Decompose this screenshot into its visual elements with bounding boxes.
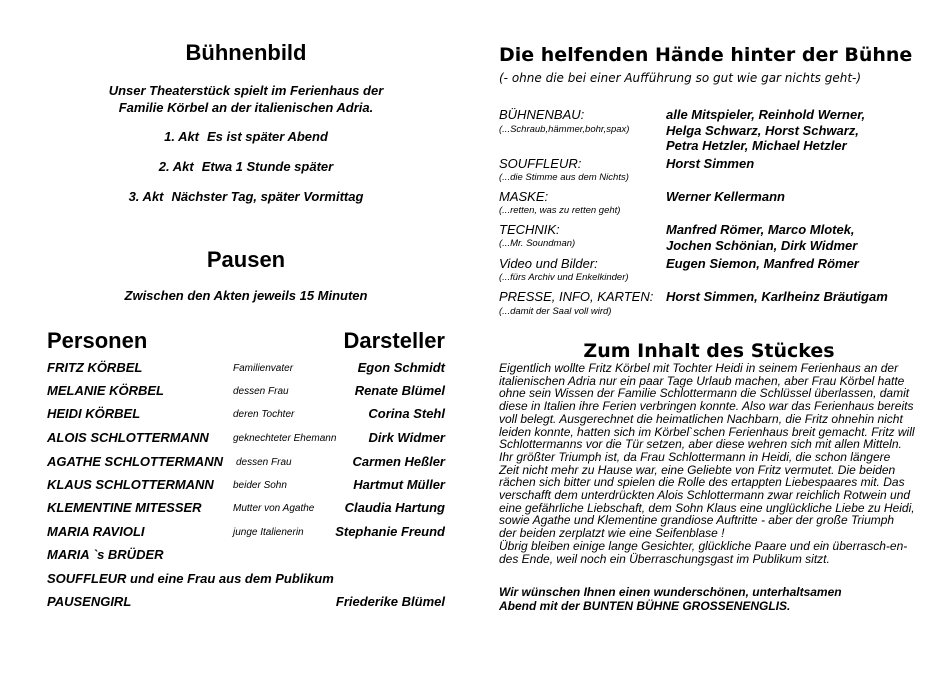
cast-role: MELANIE KÖRBEL [47,383,164,398]
breaks-text: Zwischen den Akten jeweils 15 Minuten [124,288,368,303]
crew-person-line: Petra Hetzler, Michael Hetzler [666,138,847,153]
crew-person-line: Horst Simmen [666,156,755,171]
content-line: voll belegt. Ausgerechnet die heimatlichen Nachbarn, die Fritz ohnehin nicht [499,411,903,426]
content-line: Zeit nicht mehr zu Hause war, eine Geliebte von Fritz vermutet. Die beiden [499,462,896,477]
cast-desc: deren Tochter [233,409,295,420]
cast-actor: Stephanie Freund [335,524,445,539]
crew-person-line: Manfred Römer, Marco Mlotek, [666,222,855,237]
content-line: Ihr größter Triumph ist, da Frau Schlottermann in Heidi, die schon längere [499,449,891,464]
crew-people [666,107,865,154]
act-text: Etwa 1 Stunde später [201,159,334,174]
content-line: rächen sich bitter und spielen die Rolle des ertappten Liebespaares mit. Das [499,475,905,490]
content-line: Übrig bleiben einige lange Gesichter, glückliche Paare und ein überrasch-en- [499,538,908,553]
cast-row [47,571,445,589]
cast-desc: dessen Frau [236,457,292,468]
content-line: sowie Agathe und Klementine grandiose Auftritte - aber der große Triumph [499,513,895,528]
cast-desc: beider Sohn [233,480,287,491]
cast-actor: Friederike Blümel [335,594,445,609]
content-title: Zum Inhalt des Stückes [583,340,835,362]
crew-note: (...die Stimme aus dem Nichts) [499,172,629,183]
cast-role: KLEMENTINE MITESSER [47,500,202,515]
crew-people [666,156,754,172]
crew-person-line: Jochen Schönian, Dirk Widmer [666,237,858,253]
cast-row [47,594,445,612]
cast-role: MARIA RAVIOLI [47,524,145,539]
crew-category: BÜHNENBAU: [499,107,585,122]
cast-desc: dessen Frau [233,386,289,397]
breaks-title: Pausen [206,247,286,272]
cast-role: SOUFFLEUR und eine Frau aus dem Publikum [47,571,334,586]
cast-row [47,477,445,495]
cast-row [47,524,445,542]
stage-title: Bühnenbild [185,40,307,65]
content-line: italienischen Adria nur ein paar Tage Urlaub machen, aber Frau Körbel hatte [499,373,905,388]
content-line: verschafft dem unterdrückten Alois Schlottermann zwar reichlich Rotwein und [499,488,911,503]
crew-category: PRESSE, INFO, KARTEN: [499,289,654,304]
cast-desc: Mutter von Agathe [233,503,315,514]
content-line: Eigentlich wollte Fritz Körbel mit Tochter Heidi in seinem Ferienhaus an der [499,361,899,375]
cast-row [47,360,445,378]
left-page [47,0,445,673]
act-label: 1. Akt [164,129,200,144]
closing-text [499,585,919,613]
act-label: 2. Akt [158,159,194,174]
cast-role: HEIDI KÖRBEL [47,406,141,421]
crew-note: (...damit der Saal voll wird) [499,306,612,317]
crew-person-line: Werner Kellermann [666,189,785,204]
crew-note: (...Schraub,hämmer,bohr,spax) [499,124,630,135]
crew-category: SOUFFLEUR: [499,156,582,171]
crew-note: (...Mr. Soundman) [499,238,576,249]
cast-role: AGATHE SCHLOTTERMANN [47,454,223,469]
content-line: ohne sein Wissen der Familie Schlottermann die Schlüssel überlassen, damit [499,386,910,401]
crew-person-line: alle Mitspieler, Reinhold Werner, [666,107,866,122]
crew-note: (...retten, was zu retten geht) [499,205,621,216]
act-3 [47,189,445,204]
content-line: des Ende, weil noch ein Überraschungsgast im Publikum sitzt. [499,551,830,566]
cast-header [47,328,445,354]
cast-role: KLAUS SCHLOTTERMANN [47,477,214,492]
cast-actor: Renate Blümel [354,383,445,398]
crew-people [666,256,859,272]
cast-role: MARIA `s BRÜDER [47,547,164,562]
cast-actor: Carmen Heßler [352,454,445,469]
stage-intro-line: Familie Körbel an der italienischen Adria. [118,100,374,115]
crew-category: TECHNIK: [499,222,560,237]
cast-desc: geknechteter Ehemann [233,433,337,444]
stage-intro [47,82,445,116]
cast-actor: Dirk Widmer [368,430,445,445]
cast-row [47,383,445,401]
helpers-subtitle: (- ohne die bei einer Aufführung so gut wie gar nichts geht-) [499,71,862,85]
content-line: der beiden zerplatzt wie eine Seifenblase ! [499,526,725,541]
cast-header-roles: Personen [47,328,148,353]
helpers-title: Die helfenden Hände hinter der Bühne [499,44,913,66]
crew-category: Video und Bilder: [499,256,598,271]
cast-actor: Hartmut Müller [353,477,445,492]
act-text: Nächster Tag, später Vormittag [171,189,364,204]
cast-row [47,430,445,448]
content-line: eine gefährliche Liebschaft, dem Sohn Klaus eine unglückliche Liebe zu Heidi, [499,500,915,515]
cast-role: PAUSENGIRL [47,594,132,609]
cast-desc: Familienvater [233,363,294,374]
crew-people [666,289,888,305]
act-label: 3. Akt [128,189,164,204]
content-line: leiden konnte, hatten sich im Körbel`schen Ferienhaus breit gemacht. Fritz will [499,424,915,439]
cast-actor: Claudia Hartung [344,500,445,515]
closing-line: Wir wünschen Ihnen einen wunderschönen, unterhaltsamen [499,585,842,599]
cast-actor: Egon Schmidt [357,360,445,375]
act-text: Es ist später Abend [207,129,328,144]
stage-intro-line: Unser Theaterstück spielt im Ferienhaus der [108,83,384,98]
cast-row [47,500,445,518]
closing-line: Abend mit der BUNTEN BÜHNE GROSSENENGLIS. [499,599,791,613]
cast-actor: Corina Stehl [368,406,445,421]
crew-category: MASKE: [499,189,549,204]
cast-row [47,406,445,424]
crew-people [666,222,857,253]
cast-row [47,454,445,472]
crew-person-line: Horst Simmen, Karlheinz Bräutigam [666,289,888,304]
content-line: Schlottermanns vor die Tür setzen, aber diese wehren sich mit allen Mitteln. [499,437,902,452]
cast-header-actors: Darsteller [343,328,445,353]
cast-desc: junge Italienerin [233,527,304,538]
crew-person-line: Helga Schwarz, Horst Schwarz, [666,122,859,138]
cast-role: FRITZ KÖRBEL [47,360,143,375]
crew-people [666,189,785,205]
crew-note: (...fürs Archiv und Enkelkinder) [499,272,629,283]
crew-person-line: Eugen Siemon, Manfred Römer [666,256,859,271]
content-line: diese in Italien ihre Ferien verbringen konnte. Also war das Ferienhaus bereits [499,399,914,414]
cast-role: ALOIS SCHLOTTERMANN [47,430,209,445]
act-2 [47,159,445,174]
act-1 [47,129,445,144]
cast-row [47,547,445,565]
content-text [499,362,919,565]
right-page [499,0,919,673]
